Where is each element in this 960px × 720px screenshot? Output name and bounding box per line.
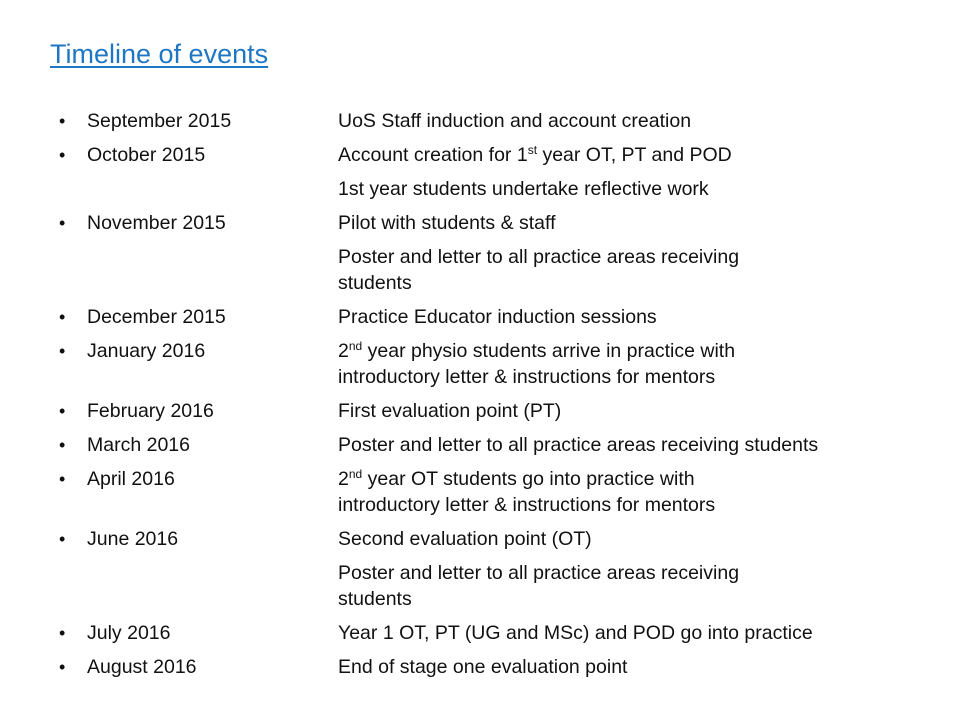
bullet-icon: • xyxy=(59,213,66,233)
timeline-entry xyxy=(0,244,960,296)
ordinal-suffix: st xyxy=(527,143,538,157)
line-text-start: 2 xyxy=(338,340,349,362)
timeline-entry xyxy=(0,466,960,518)
entry-description xyxy=(338,210,928,236)
entry-date: January 2016 xyxy=(87,340,206,362)
bullet-icon: • xyxy=(59,111,66,131)
description-line: introductory letter & instructions for mentors xyxy=(338,366,716,388)
description-line: Poster and letter to all practice areas receiving xyxy=(338,246,740,268)
line-text-start: 2 xyxy=(338,468,349,490)
description-line: Pilot with students & staff xyxy=(338,212,556,234)
timeline-entry xyxy=(0,304,960,330)
timeline-entry xyxy=(0,620,960,646)
description-line: introductory letter & instructions for mentors xyxy=(338,494,716,516)
line-text-start: Account creation for 1 xyxy=(338,144,528,166)
timeline-entry xyxy=(0,108,960,134)
entry-date: July 2016 xyxy=(87,622,171,644)
line-text-end: year OT, PT and POD xyxy=(537,144,732,166)
timeline-entry xyxy=(0,338,960,390)
bullet-icon: • xyxy=(59,435,66,455)
entry-date: November 2015 xyxy=(87,212,226,234)
timeline-entry xyxy=(0,210,960,236)
ordinal-suffix: nd xyxy=(348,339,363,353)
timeline-entry xyxy=(0,142,960,168)
timeline-list xyxy=(0,108,960,680)
entry-description xyxy=(338,526,928,552)
entry-description xyxy=(338,432,928,458)
entry-date: February 2016 xyxy=(87,400,214,422)
timeline-entry xyxy=(0,176,960,202)
entry-date: August 2016 xyxy=(87,656,197,678)
description-line: students xyxy=(338,272,412,294)
entry-date: September 2015 xyxy=(87,110,232,132)
bullet-icon: • xyxy=(59,307,66,327)
line-text-end: year OT students go into practice with xyxy=(362,468,695,490)
description-line: students xyxy=(338,588,412,610)
description-line: Poster and letter to all practice areas receiving xyxy=(338,562,740,584)
entry-description xyxy=(338,142,928,168)
timeline-entry xyxy=(0,654,960,680)
description-line: Year 1 OT, PT (UG and MSc) and POD go into practice xyxy=(338,622,813,644)
entry-date: June 2016 xyxy=(87,528,179,550)
entry-description xyxy=(338,176,928,202)
bullet-icon: • xyxy=(59,469,66,489)
entry-description xyxy=(338,466,928,518)
entry-date: April 2016 xyxy=(87,468,175,490)
description-line: Poster and letter to all practice areas receiving students xyxy=(338,434,819,456)
bullet-icon: • xyxy=(59,657,66,677)
bullet-icon: • xyxy=(59,529,66,549)
entry-description xyxy=(338,108,928,134)
slide-title[interactable]: Timeline of events xyxy=(50,39,269,69)
timeline-entry xyxy=(0,560,960,612)
bullet-icon: • xyxy=(59,145,66,165)
description-line xyxy=(338,338,928,364)
entry-date: October 2015 xyxy=(87,144,206,166)
bullet-icon: • xyxy=(59,341,66,361)
timeline-entry xyxy=(0,398,960,424)
entry-date: December 2015 xyxy=(87,306,226,328)
line-text-end: year physio students arrive in practice with xyxy=(362,340,736,362)
ordinal-suffix: nd xyxy=(348,467,363,481)
description-line: UoS Staff induction and account creation xyxy=(338,110,692,132)
timeline-entry xyxy=(0,432,960,458)
entry-date: March 2016 xyxy=(87,434,190,456)
entry-description xyxy=(338,398,928,424)
bullet-icon: • xyxy=(59,401,66,421)
entry-description xyxy=(338,560,928,612)
entry-description xyxy=(338,338,928,390)
description-line xyxy=(338,142,928,168)
description-line: 1st year students undertake reflective work xyxy=(338,178,709,200)
timeline-entry xyxy=(0,526,960,552)
description-line: Second evaluation point (OT) xyxy=(338,528,592,550)
description-line xyxy=(338,466,928,492)
entry-description xyxy=(338,244,928,296)
description-line: End of stage one evaluation point xyxy=(338,656,628,678)
entry-description xyxy=(338,654,928,680)
entry-description xyxy=(338,304,928,330)
description-line: First evaluation point (PT) xyxy=(338,400,562,422)
entry-description xyxy=(338,620,928,646)
bullet-icon: • xyxy=(59,623,66,643)
description-line: Practice Educator induction sessions xyxy=(338,306,657,328)
